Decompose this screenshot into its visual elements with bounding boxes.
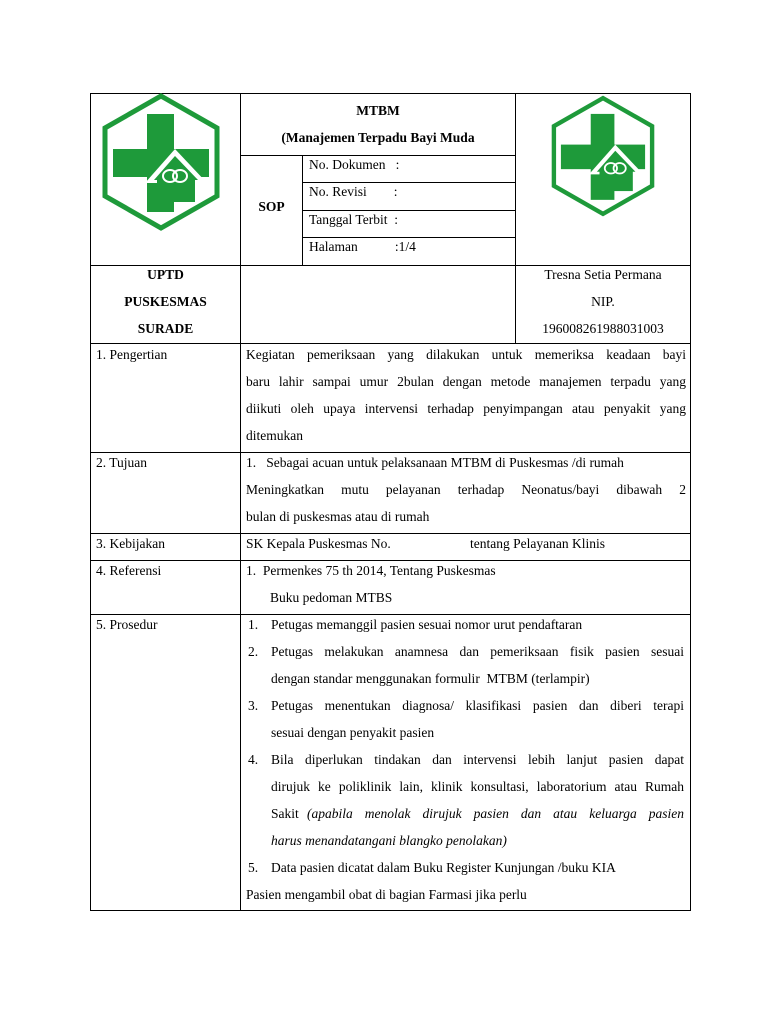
referensi-line: 1. Permenkes 75 th 2014, Tentang Puskesmas: [246, 563, 496, 578]
signatory-nip: 196008261988031003: [542, 321, 664, 336]
prosedur-item-plain: Sakit: [271, 806, 299, 821]
prosedur-item-italic: (apabila menolak dirujuk pasien dan atau keluarga pasien: [307, 806, 684, 821]
signatory-nip-label: NIP.: [591, 294, 615, 309]
field-no-revisi: No. Revisi :: [309, 184, 398, 199]
pengertian-line: ditemukan: [246, 428, 303, 443]
prosedur-item-italic: harus menandatangani blangko penolakan): [271, 833, 507, 848]
section-label-referensi: 4. Referensi: [96, 563, 162, 578]
field-halaman: Halaman :1/4: [309, 239, 416, 254]
doc-subtitle: (Manajemen Terpadu Bayi Muda: [281, 130, 475, 145]
org-line-3: SURADE: [137, 321, 194, 336]
prosedur-item-line: Data pasien dicatat dalam Buku Register Kunjungan /buku KIA: [271, 860, 616, 875]
field-tanggal-terbit: Tanggal Terbit :: [309, 212, 398, 227]
prosedur-item-line: sesuai dengan penyakit pasien: [271, 725, 435, 740]
kebijakan-text-a: SK Kepala Puskesmas No.: [246, 536, 391, 551]
kebijakan-text-b: tentang Pelayanan Klinis: [470, 536, 605, 551]
org-line-1: UPTD: [147, 267, 184, 282]
prosedur-item-line: dirujuk ke poliklinik lain, klinik konsultasi, laboratorium atau Rumah: [271, 779, 684, 794]
prosedur-item-number: 4.: [248, 752, 259, 767]
doc-title: MTBM: [356, 103, 400, 118]
section-label-pengertian: 1. Pengertian: [96, 347, 168, 362]
prosedur-item-number: 1.: [248, 617, 259, 632]
puskesmas-logo-left-icon: [96, 92, 226, 232]
prosedur-item-number: 5.: [248, 860, 259, 875]
section-label-prosedur: 5. Prosedur: [96, 617, 158, 632]
tujuan-line: 1. Sebagai acuan untuk pelaksanaan MTBM di Puskesmas /di rumah: [246, 455, 624, 470]
signatory-name: Tresna Setia Permana: [544, 267, 662, 282]
pengertian-line: baru lahir sampai umur 2bulan dengan metode manajemen terpadu yang: [246, 374, 686, 389]
prosedur-item-line: Petugas melakukan anamnesa dan pemeriksaan fisik pasien sesuai: [271, 644, 684, 659]
prosedur-item-number: 3.: [248, 698, 259, 713]
pengertian-line: diikuti oleh upaya intervensi terhadap penyimpangan atau penyakit yang: [246, 401, 686, 416]
prosedur-item-line: dengan standar menggunakan formulir MTBM (terlampir): [271, 671, 590, 686]
puskesmas-logo-right-icon: [546, 94, 660, 218]
referensi-line: Buku pedoman MTBS: [270, 590, 393, 605]
prosedur-item-number: 2.: [248, 644, 259, 659]
prosedur-item-line: Petugas menentukan diagnosa/ klasifikasi pasien dan diberi terapi: [271, 698, 684, 713]
prosedur-final-line: Pasien mengambil obat di bagian Farmasi jika perlu: [246, 887, 527, 902]
sop-label: SOP: [258, 199, 285, 214]
tujuan-line: bulan di puskesmas atau di rumah: [246, 509, 430, 524]
org-line-2: PUSKESMAS: [124, 294, 207, 309]
field-no-dokumen: No. Dokumen :: [309, 157, 400, 172]
prosedur-item-line: Bila diperlukan tindakan dan intervensi lebih lanjut pasien dapat: [271, 752, 684, 767]
tujuan-line: Meningkatkan mutu pelayanan terhadap Neonatus/bayi dibawah 2: [246, 482, 686, 497]
prosedur-item-line: Petugas memanggil pasien sesuai nomor urut pendaftaran: [271, 617, 583, 632]
section-label-kebijakan: 3. Kebijakan: [96, 536, 165, 551]
pengertian-line: Kegiatan pemeriksaan yang dilakukan untuk memeriksa keadaan bayi: [246, 347, 686, 362]
section-label-tujuan: 2. Tujuan: [96, 455, 148, 470]
